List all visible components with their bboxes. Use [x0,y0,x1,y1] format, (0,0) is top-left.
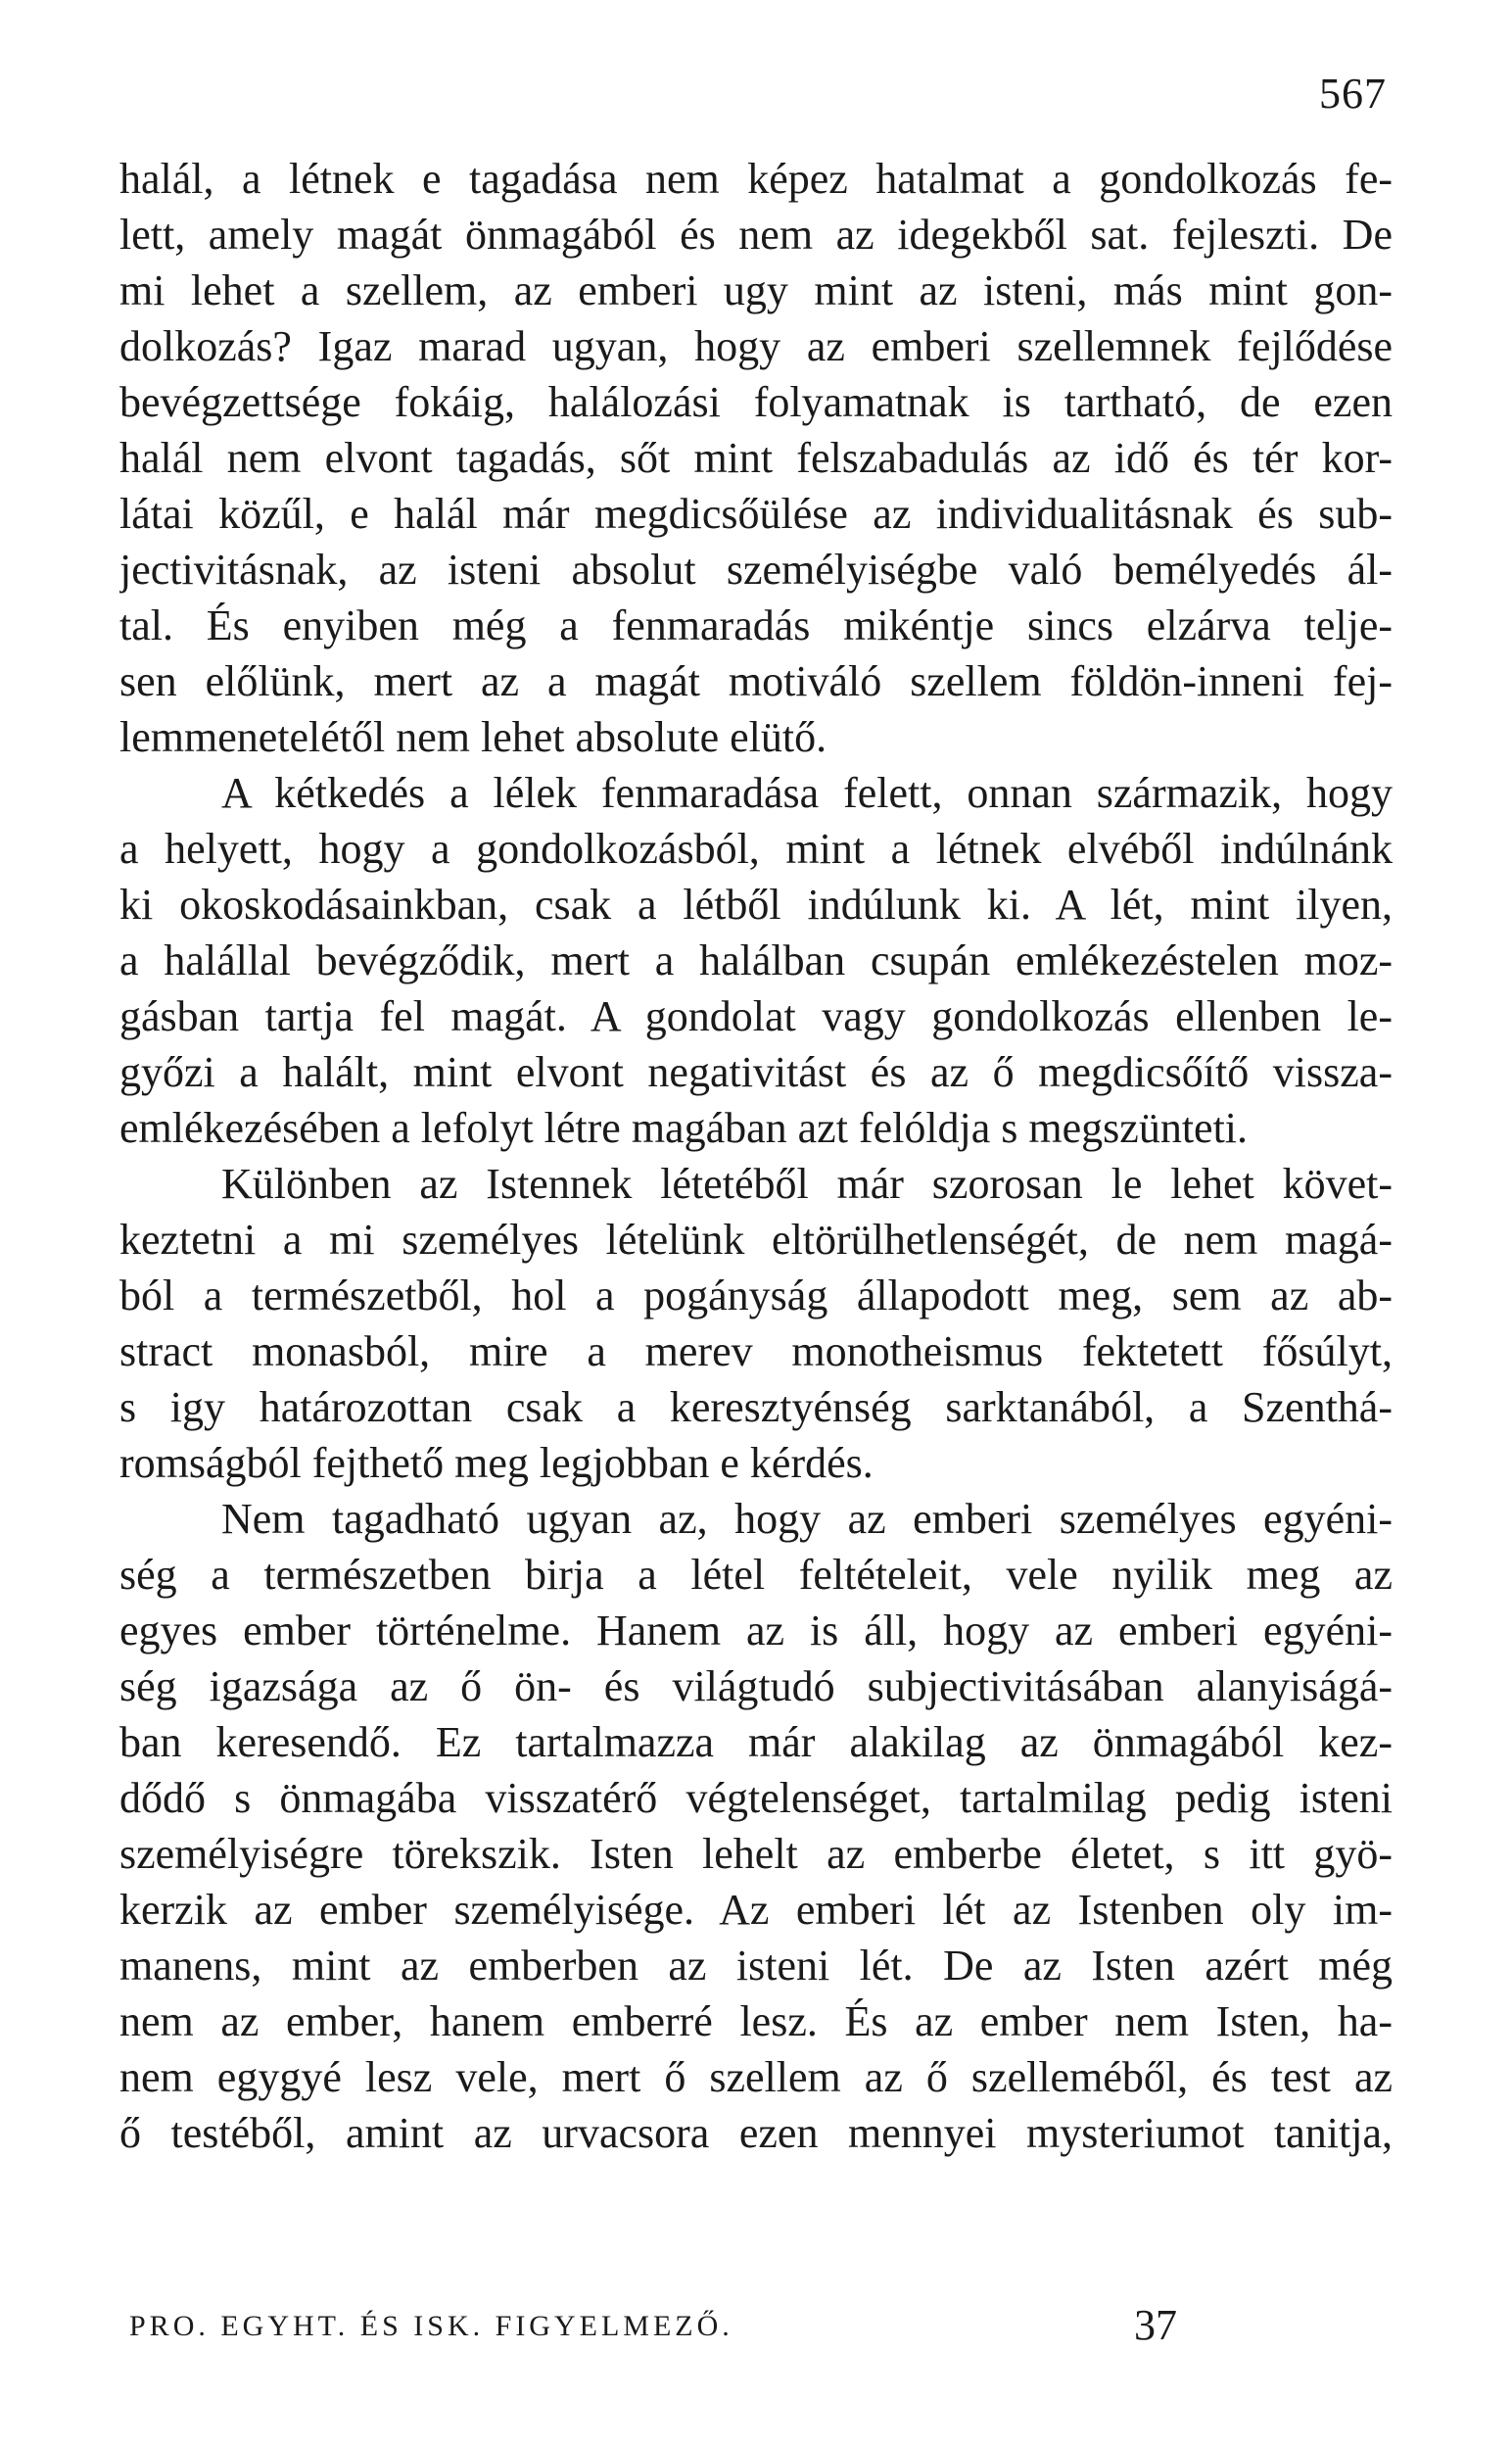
text-line: mi lehet a szellem, az emberi ugy mint az isteni, más mint gon- [119,266,1393,314]
text-line: lemmenetelétől nem lehet absolute elütő. [119,713,827,761]
text-line: nem az ember, hanem emberré lesz. És az ember nem Isten, ha- [119,1997,1393,2045]
text-line: jectivitásnak, az isteni absolut személyiségbe való bemélyedés ál- [119,546,1393,594]
text-line: Nem tagadható ugyan az, hogy az emberi személyes egyéni- [221,1495,1393,1543]
text-line: emlékezésében a lefolyt létre magában azt felóldja s megszünteti. [119,1104,1249,1152]
text-line: ban keresendő. Ez tartalmazza már alakilag az önmagából kez- [119,1718,1393,1766]
text-line: egyes ember történelme. Hanem az is áll, hogy az emberi egyéni- [119,1607,1393,1655]
text-line: lett, amely magát önmagából és nem az idegekből sat. fejleszti. De [119,211,1393,259]
text-line: gásban tartja fel magát. A gondolat vagy gondolkozás ellenben le- [119,992,1393,1040]
text-line: halál, a létnek e tagadása nem képez hatalmat a gondolkozás fe- [119,155,1393,203]
text-line: s igy határozottan csak a keresztyénség sarktanából, a Szenthá- [119,1383,1393,1431]
text-line: manens, mint az emberben az isteni lét. De az Isten azért még [119,1942,1393,1990]
text-line: halál nem elvont tagadás, sőt mint felszabadulás az idő és tér kor- [119,434,1393,482]
text-line: sen előlünk, mert az a magát motiváló szellem földön-inneni fej- [119,657,1393,705]
text-line: ség a természetben birja a létel feltételeit, vele nyilik meg az [119,1551,1393,1599]
text-line: látai közűl, e halál már megdicsőülése az individualitásnak és sub- [119,490,1393,538]
text-line: A kétkedés a lélek fenmaradása felett, onnan származik, hogy [221,769,1393,817]
body-text [119,151,1393,2161]
text-line: dődő s önmagába visszatérő végtelenséget, tartalmilag pedig isteni [119,1774,1393,1822]
text-line: tal. És enyiben még a fenmaradás mikéntje sincs elzárva telje- [119,601,1393,649]
footer-sheet-number: 37 [1134,2301,1177,2349]
text-line: romságból fejthető meg legjobban e kérdés. [119,1439,874,1487]
text-line: ki okoskodásainkban, csak a létből indúlunk ki. A lét, mint ilyen, [119,881,1393,929]
text-line: kerzik az ember személyisége. Az emberi lét az Istenben oly im- [119,1886,1393,1934]
text-line: a halállal bevégződik, mert a halálban csupán emlékezéstelen moz- [119,936,1393,984]
text-line: Különben az Istennek létetéből már szorosan le lehet követ- [221,1160,1393,1208]
footer-journal-title: PRO. EGYHT. ÉS ISK. FIGYELMEZŐ. [129,2310,733,2342]
text-line: keztetni a mi személyes lételünk eltörülhetlenségét, de nem magá- [119,1216,1393,1264]
text-line: győzi a halált, mint elvont negativitást és az ő megdicsőítő vissza- [119,1048,1393,1096]
text-line: bevégzettsége fokáig, halálozási folyamatnak is tartható, de ezen [119,378,1393,426]
text-line: nem egygyé lesz vele, mert ő szellem az ő szelleméből, és test az [119,2053,1393,2101]
text-line: a helyett, hogy a gondolkozásból, mint a létnek elvéből indúlnánk [119,825,1393,873]
text-line: ő testéből, amint az urvacsora ezen mennyei mysteriumot tanitja, [119,2109,1393,2157]
text-line: dolkozás? Igaz marad ugyan, hogy az emberi szellemnek fejlődése [119,322,1393,370]
text-line: ból a természetből, hol a pogányság állapodott meg, sem az ab- [119,1271,1393,1319]
text-line: stract monasból, mire a merev monotheismus fektetett fősúlyt, [119,1327,1393,1375]
page-number: 567 [1319,70,1387,118]
page-footer [129,2300,1187,2359]
text-line: személyiségre törekszik. Isten lehelt az emberbe életet, s itt gyö- [119,1830,1393,1878]
text-line: ség igazsága az ő ön- és világtudó subjectivitásában alanyiságá- [119,1662,1393,1710]
